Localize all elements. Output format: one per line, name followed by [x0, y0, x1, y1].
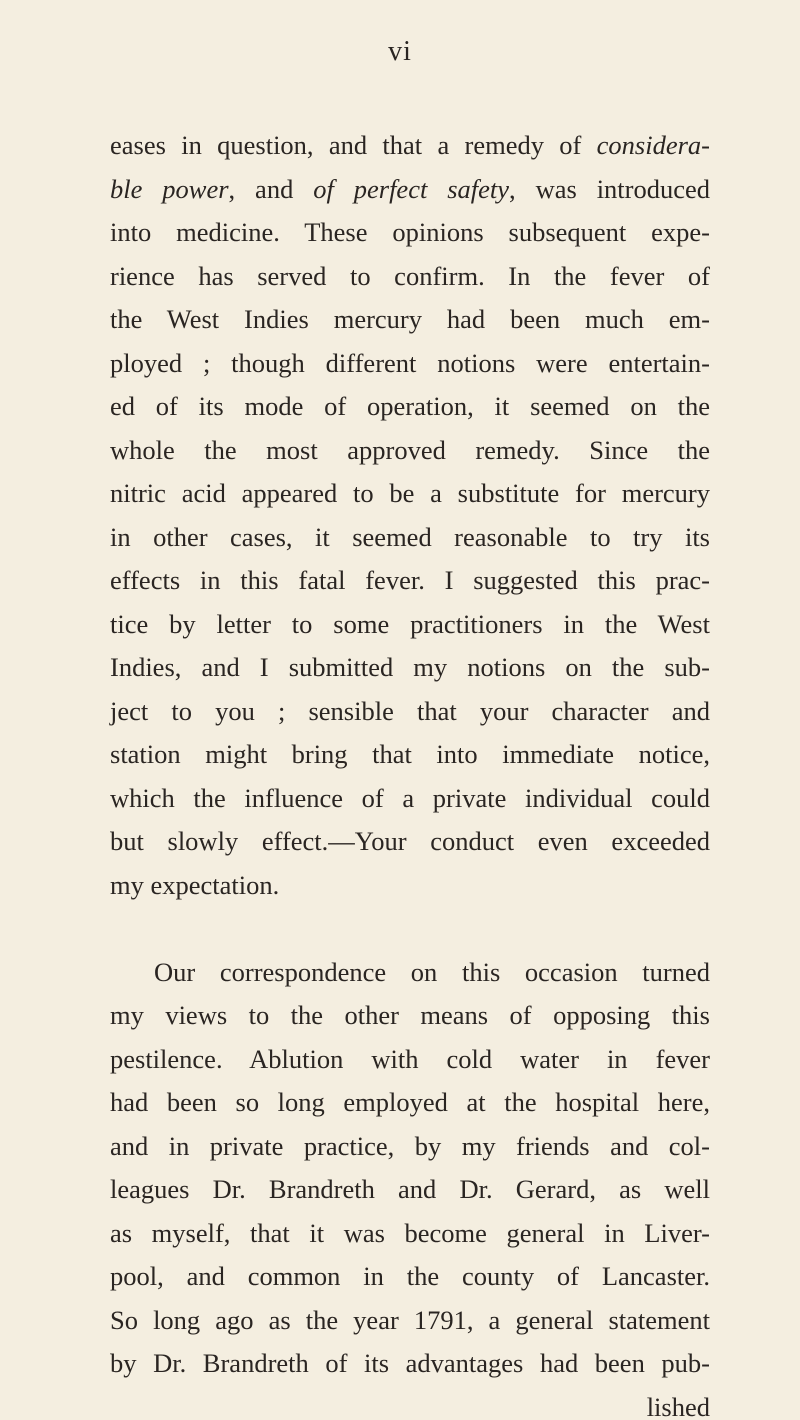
paragraph-gap	[110, 907, 710, 951]
text-line: ject to you ; sensible that your character and	[110, 695, 710, 726]
text-line: my expectation.	[110, 869, 280, 900]
text-line: by Dr. Brandreth of its advantages had been pub-	[110, 1348, 710, 1378]
text-line: which the influence of a private individual could	[110, 782, 710, 813]
text-line: pestilence. Ablution with cold water in fever	[110, 1043, 710, 1074]
paragraph-1	[110, 124, 710, 907]
text-line: ployed ; though different notions were entertain-	[110, 347, 710, 378]
catchword: lished	[646, 1391, 710, 1420]
text-line: leagues Dr. Brandreth and Dr. Gerard, as well	[110, 1174, 710, 1204]
page-body	[110, 124, 710, 1420]
text-line: pool, and common in the county of Lancaster.	[110, 1261, 710, 1291]
text-line: Our correspondence on this occasion turned	[154, 956, 710, 987]
text-line: rience has served to confirm. In the fever of	[110, 260, 710, 291]
text-line: as myself, that it was become general in Liver-	[110, 1217, 710, 1248]
italic-text: considera-	[596, 130, 710, 160]
text-line: the West Indies mercury had been much em-	[110, 304, 710, 334]
text-line: had been so long employed at the hospital here,	[110, 1087, 710, 1117]
text-line: ble power, and of perfect safety, was introduced	[110, 173, 711, 204]
paragraph-2	[110, 951, 710, 1420]
text-line: effects in this fatal fever. I suggested this prac-	[110, 565, 710, 595]
text-line: into medicine. These opinions subsequent expe-	[110, 217, 710, 247]
text-line: whole the most approved remedy. Since the	[110, 434, 710, 465]
text-line: but slowly effect.—Your conduct even exceeded	[110, 826, 710, 856]
text-line: nitric acid appeared to be a substitute for mercury	[110, 478, 710, 508]
text-line: ed of its mode of operation, it seemed on the	[110, 391, 710, 421]
italic-text: ble power	[110, 173, 229, 204]
text-line: and in private practice, by my friends and col-	[110, 1130, 710, 1161]
text-line: Indies, and I submitted my notions on the sub-	[110, 652, 710, 682]
text-line: in other cases, it seemed reasonable to try its	[110, 521, 710, 552]
page-number: vi	[388, 36, 412, 67]
text-line: So long ago as the year 1791, a general statement	[110, 1304, 710, 1335]
text-line: tice by letter to some practitioners in the West	[110, 608, 710, 639]
text-line: station might bring that into immediate notice,	[110, 739, 710, 769]
italic-text: of perfect safety	[313, 173, 510, 204]
text-line: my views to the other means of opposing this	[110, 1000, 710, 1030]
text-line: eases in question, and that a remedy of considera-	[110, 130, 710, 160]
